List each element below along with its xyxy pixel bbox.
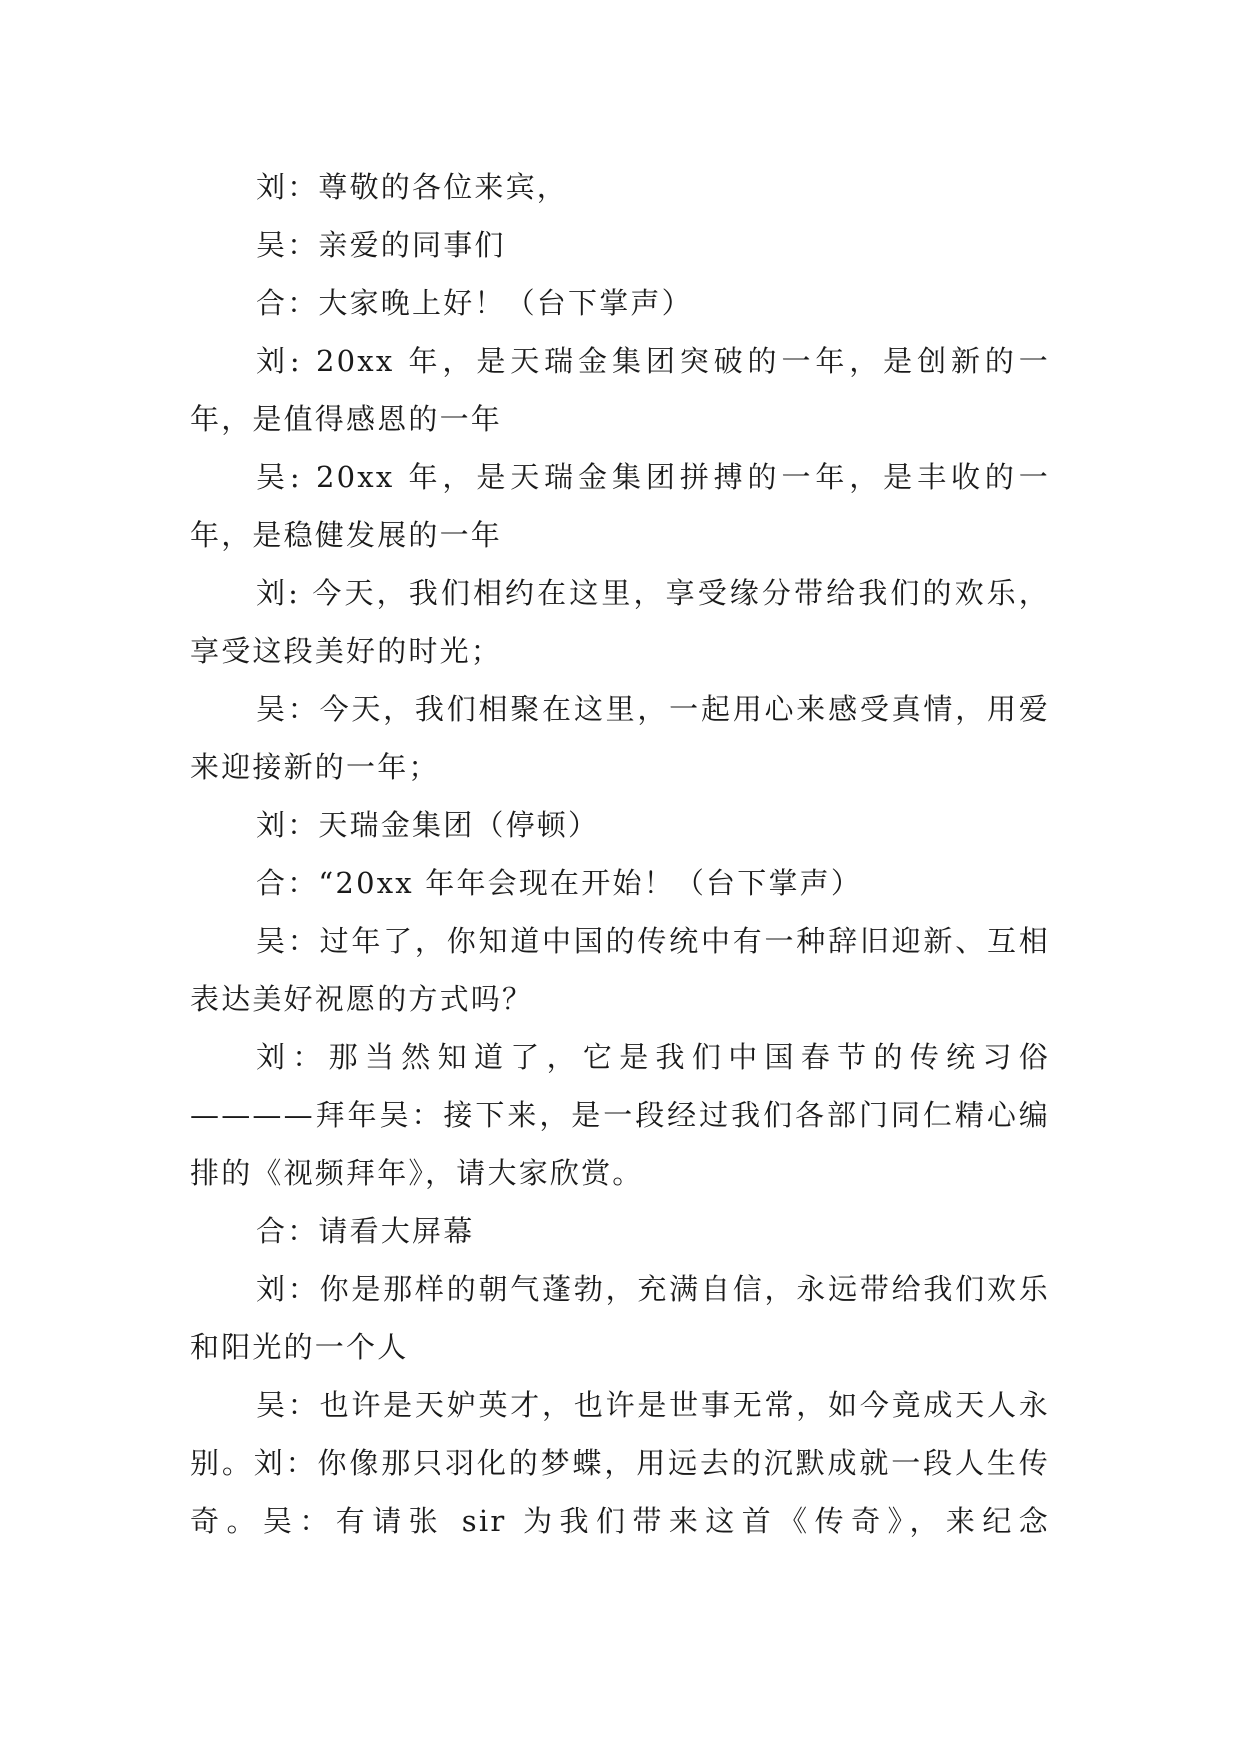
document-body (190, 158, 1050, 1550)
paragraph: 合：大家晚上好！（台下掌声） (256, 286, 693, 320)
paragraph: 吴：今天，我们相聚在这里，一起用心来感受真情，用爱来迎接新的一年； (190, 692, 1050, 784)
paragraph: 合：“20xx 年年会现在开始！（台下掌声） (256, 866, 863, 900)
paragraph: 吴：亲爱的同事们 (256, 228, 506, 262)
paragraph: 吴：过年了，你知道中国的传统中有一种辞旧迎新、互相表达美好祝愿的方式吗？ (190, 924, 1050, 1016)
paragraph: 合：请看大屏幕 (256, 1214, 475, 1248)
paragraph: 刘：尊敬的各位来宾， (256, 170, 569, 204)
paragraph: 吴: 20xx 年，是天瑞金集团拼搏的一年，是丰收的一年，是稳健发展的一年 (190, 460, 1050, 552)
paragraph: 刘：你是那样的朝气蓬勃，充满自信，永远带给我们欢乐和阳光的一个人 (190, 1272, 1050, 1364)
paragraph: 刘：那当然知道了，它是我们中国春节的传统习俗————拜年吴：接下来，是一段经过我们各部门同仁精心编排的《视频拜年》，请大家欣赏。 (190, 1040, 1050, 1190)
paragraph: 刘: 20xx 年，是天瑞金集团突破的一年，是创新的一年，是值得感恩的一年 (190, 344, 1050, 436)
paragraph: 刘: 今天，我们相约在这里，享受缘分带给我们的欢乐，享受这段美好的时光； (190, 576, 1050, 668)
paragraph: 刘：天瑞金集团（停顿） (256, 808, 600, 842)
paragraph: 吴：也许是天妒英才，也许是世事无常，如今竟成天人永别。刘：你像那只羽化的梦蝶，用远去的沉默成就一段人生传奇。吴：有请张 sir 为我们带来这首《传奇》，来纪念 (190, 1388, 1050, 1538)
